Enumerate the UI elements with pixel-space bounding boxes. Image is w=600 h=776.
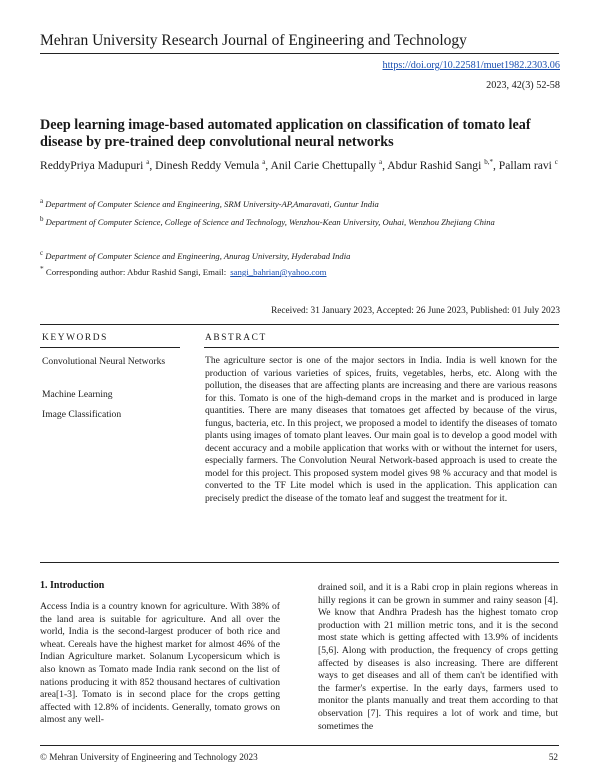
affiliation-a: [40, 195, 564, 211]
affiliation-c-marker: c: [40, 249, 44, 257]
abstract-heading-rule: [204, 347, 559, 348]
affiliation-c-text: Department of Computer Science and Engineering, Anurag University, Hyderabad India: [45, 250, 351, 261]
footer-copyright: © Mehran University of Engineering and Technology 2023: [40, 752, 258, 762]
header-rule: [40, 53, 559, 54]
author-affiliation-marker: b,*: [484, 158, 493, 166]
author-affiliation-marker: c: [554, 158, 558, 166]
author-affiliation-marker: a: [146, 158, 150, 166]
volume-info: 2023, 42(3) 52-58: [486, 80, 560, 91]
affiliation-a-text: Department of Computer Science and Engineering, SRM University-AP,Amaravati, Guntur India: [45, 198, 379, 209]
affiliation-b-marker: b: [40, 215, 44, 223]
author-list: ReddyPriya Madupuri $^a$, Dinesh Reddy Vemula $^a$, Anil Carie Chettupally $^a$, Abdur Rashid Sangi $^{b,*}$, Pallam ravi $^c$: [40, 158, 558, 172]
corresponding-label: Corresponding author: Abdur Rashid Sangi, Email:: [45, 266, 227, 277]
page-number: 52: [548, 752, 558, 762]
author-name: ReddyPriya Madupuri: [40, 158, 147, 172]
journal-name: Mehran University Research Journal of Engineering and Technology: [40, 32, 467, 49]
abstract-heading: ABSTRACT: [205, 333, 267, 343]
author-affiliation-marker: a: [378, 158, 383, 166]
introduction-column-right: drained soil, and it is a Rabi crop in plain regions whereas in hilly regions it can be grown in summer and rainy season [4]. We know that Andhra Pradesh has the highest tomato crop production with 21 million metric tons, and it is the second most state which is getting affected with 13.9% of incidents [5,6]. Along with production, the frequency of crops getting affected by diseases is also increasing. There are different ways to get diseases and all of them can't be identified with the farmer's expertise. In the early days, farmers used to monitor the plants manually and treat them according to that observation [7]. This requires a lot of work and time, but sometimes the: [318, 582, 558, 732]
footer-rule: [40, 745, 559, 746]
author-name: Dinesh Reddy Vemula: [155, 158, 263, 172]
keywords-heading: KEYWORDS: [42, 333, 108, 343]
doi-link[interactable]: https://doi.org/10.22581/muet1982.2303.06: [382, 60, 560, 71]
corresponding-author: [40, 264, 327, 277]
keywords-heading-rule: [40, 347, 180, 348]
corresponding-marker: *: [40, 264, 44, 273]
affiliation-b-text: Department of Computer Science, College of Science and Technology, Wenzhou-Kean University, Ouhai, Wenzhou Zhejiang China: [45, 216, 495, 227]
received-dates: Received: 31 January 2023, Accepted: 26 June 2023, Published: 01 July 2023: [271, 306, 560, 316]
author-affiliation-marker: a: [262, 158, 266, 166]
author-name: Anil Carie Chettupally: [270, 158, 379, 172]
introduction-column-left: Access India is a country known for agriculture. With 38% of the land area is suitable for agriculture. And all over the world, India is the second-largest producer of both rice and wheat. Cereals have the highest market for almost 46% of the Indian Agriculture market. Solanum Lycopersicum which is also known as Tomato made India rank second on the list of nations producing it with 852 thousand hectares of cultivation area[1-3]. Tomato is in second place for the crops getting affected with 12.8% of incidents. Generally, tomato grows on almost any well-: [40, 601, 280, 726]
affiliation-a-marker: a: [40, 197, 44, 205]
abstract-bottom-rule: [40, 562, 559, 563]
keyword-item: Machine Learning: [42, 389, 113, 400]
paper-title: Deep learning image-based automated application on classification of tomato leaf disease by pre-trained deep convolutional neural networks: [40, 117, 531, 150]
abstract-text: The agriculture sector is one of the major sectors in India. India is well known for the production of various varieties of spices, fruits, vegetables, herbs, etc. Along with the pollution, the diseases that are affecting plants are increasing and there are various reasons for this. Tomato is one of the high-demand crops in the market and is produced in large quantities. There are many diseases that tomatoes get affected by because of the virus, fungus, bacteria, etc. In this project, we proposed a model to identify the diseases of tomato plants using images of tomato plant leaves. Our main goal is to develop a good model with decent accuracy and a mobile application that works with or without the internet for users, especially farmers. The Convolution Neural Network-based approach is used to create the model for this project. This proposed system model gives 98 % accuracy and that model is converted to the TF Lite model which is used in the application. This application can precisely predict the disease of the tomato leaf and suggest the treatment for it.: [205, 355, 557, 504]
keyword-item: Convolutional Neural Networks: [42, 356, 166, 367]
keyword-item: Image Classification: [42, 409, 122, 420]
corresponding-email-link[interactable]: sangi_bahrian@yahoo.com: [230, 266, 327, 277]
affiliation-c: [40, 247, 564, 263]
affiliation-b: [40, 213, 564, 229]
keywords-top-rule: [40, 324, 559, 325]
author-name: Pallam ravi: [498, 158, 555, 172]
author-name: Abdur Rashid Sangi: [387, 158, 485, 172]
introduction-heading: 1. Introduction: [40, 580, 105, 591]
